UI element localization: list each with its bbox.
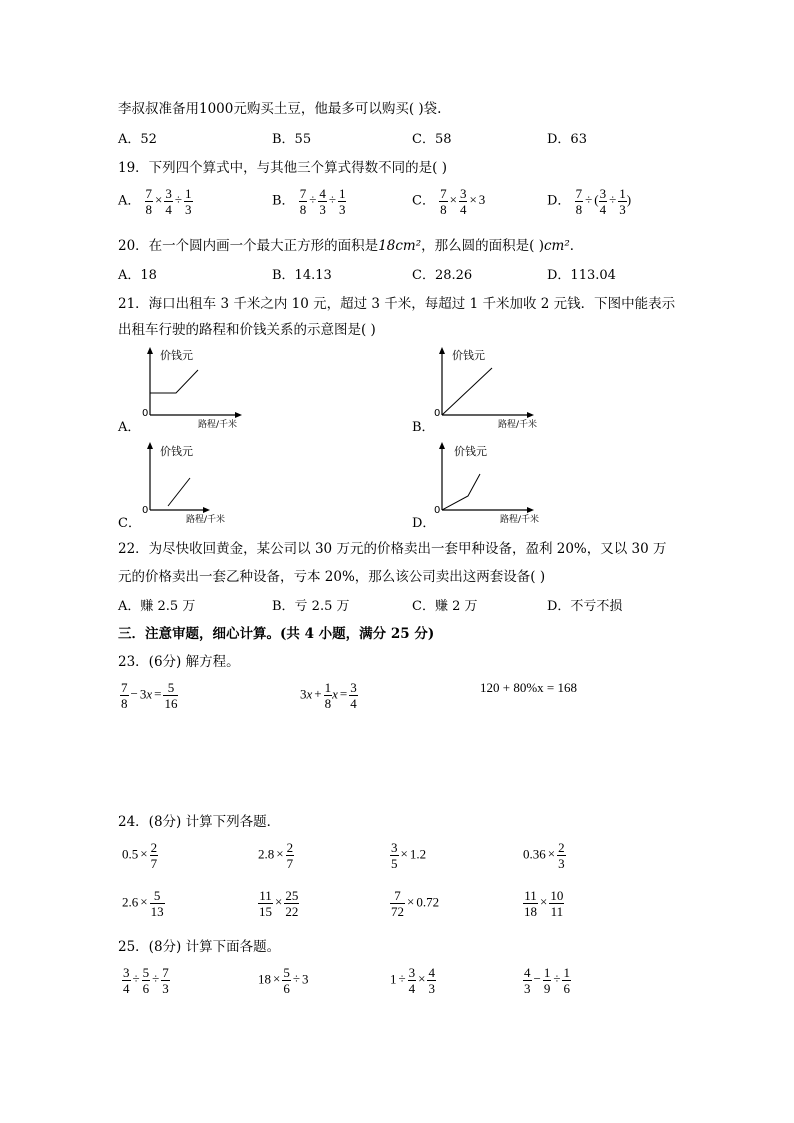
question-20-stem: [118, 234, 583, 254]
q20-option-b: B．14.13: [272, 268, 332, 283]
q18-option-a: A．52: [118, 132, 157, 147]
q21-a-x-label: 路程/千米: [198, 420, 238, 430]
q23-equation-2: 3x + $\frac{1}{8}$ x = $\frac{3}{4}$: [300, 680, 357, 711]
q21-c-y-label: 价钱元: [160, 445, 193, 458]
q21-c-x-label: 路程/千米: [186, 515, 226, 525]
q19-label-d: D．: [547, 193, 571, 209]
q24-expr-1: 0.5 × $\frac{2}{7}$: [122, 840, 158, 871]
q21-graph-a: [138, 345, 258, 430]
q25-expr-4: $\frac{4}{3}$ − $\frac{1}{9}$ ÷ $\frac{1}{6}$: [524, 965, 570, 996]
q19-label-c: C．: [412, 193, 435, 209]
question-25-stem: 25．(8分) 计算下面各题。: [118, 939, 281, 955]
q21-b-zero: 0: [434, 408, 441, 419]
q20-stem-c: ，那么圆的面积是( ): [421, 238, 544, 254]
section-3-heading: 三．注意审题，细心计算。(共 4 小题，满分 25 分): [118, 626, 435, 642]
q21-label-a: A．: [118, 420, 141, 435]
q21-b-x-label: 路程/千米: [498, 420, 538, 430]
question-21-stem-line2: 出租车行驶的路程和价钱关系的示意图是( ): [118, 322, 376, 338]
q21-a-y-label: 价钱元: [160, 349, 193, 362]
q18-option-c: C．58: [412, 132, 452, 147]
q19-option-d: [547, 186, 631, 217]
q21-label-c: C．: [118, 516, 141, 531]
q24-expr-8: $\frac{11}{18}$ × $\frac{10}{11}$: [524, 888, 564, 919]
q24-expr-3: $\frac{3}{5}$ × 1.2: [391, 840, 427, 871]
q21-graph-d: [430, 440, 555, 525]
q22-option-a: A．赚 2.5 万: [118, 599, 196, 614]
question-23-stem: 23．(6分) 解方程。: [118, 654, 240, 670]
q19-expr-d: $\frac{7}{8}$ ÷ ( $\frac{3}{4}$ ÷ $\frac{1}{3}$ ): [575, 186, 632, 217]
q24-expr-2: 2.8 × $\frac{2}{7}$: [258, 840, 294, 871]
question-22-stem-line1: 22．为尽快收回黄金，某公司以 30 万元的价格卖出一套甲种设备，盈利 20%，又以 30 万: [118, 541, 667, 557]
q24-expr-7: $\frac{7}{72}$ × 0.72: [391, 888, 440, 919]
q20-unit: cm²: [543, 238, 570, 254]
question-21-stem-line1: 21．海口出租车 3 千米之内 10 元，超过 3 千米，每超过 1 千米加收 2 元钱．下图中能表示: [118, 296, 676, 312]
q21-label-d: D．: [412, 516, 436, 531]
q21-label-b: B．: [412, 420, 435, 435]
q19-expr-b: $\frac{7}{8}$ ÷ $\frac{4}{3}$ ÷ $\frac{1}{3}$: [299, 186, 346, 217]
q24-expr-6: $\frac{11}{15}$ × $\frac{25}{22}$: [259, 888, 299, 919]
q20-area-value: 18cm²: [378, 238, 422, 254]
q21-a-zero: 0: [142, 408, 149, 419]
q19-expr-a: $\frac{7}{8}$ × $\frac{3}{4}$ ÷ $\frac{1}{3}$: [145, 186, 192, 217]
q24-expr-4: 0.36 × $\frac{2}{3}$: [523, 840, 565, 871]
q20-option-d: D．113.04: [547, 268, 616, 283]
q19-label-b: B．: [272, 193, 295, 209]
q21-d-x-label: 路程/千米: [500, 515, 540, 525]
q21-d-zero: 0: [434, 505, 441, 516]
q23-equation-1: $\frac{7}{8}$ − 3x = $\frac{5}{16}$: [121, 680, 178, 711]
q20-option-c: C．28.26: [412, 268, 473, 283]
q25-expr-3: 1 ÷ $\frac{3}{4}$ × $\frac{4}{3}$: [390, 965, 435, 996]
q18-option-d: D．63: [547, 132, 587, 147]
q19-option-c: [412, 186, 485, 217]
q23-equation-3: 120 + 80%x = 168: [480, 680, 577, 695]
question-18-stem: 李叔叔准备用1000元购买土豆，他最多可以购买( )袋.: [118, 101, 442, 117]
q19-label-a: A．: [118, 193, 141, 209]
q19-option-a: [118, 186, 193, 217]
q21-b-y-label: 价钱元: [452, 349, 485, 362]
q22-option-d: D．不亏不损: [547, 599, 623, 614]
q24-expr-5: 2.6 × $\frac{5}{13}$: [122, 888, 164, 919]
q20-stem-e: ．: [569, 238, 584, 254]
question-24-stem: 24．(8分) 计算下列各题．: [118, 814, 281, 830]
q25-expr-1: $\frac{3}{4}$ ÷ $\frac{5}{6}$ ÷ $\frac{7}{3}$: [123, 965, 169, 996]
q20-option-a: A．18: [118, 268, 157, 283]
q19-option-b: [272, 186, 346, 217]
q21-d-y-label: 价钱元: [454, 445, 487, 458]
question-22-stem-line2: 元的价格卖出一套乙种设备，亏本 20%，那么该公司卖出这两套设备( ): [118, 569, 546, 585]
q25-expr-2: 18 × $\frac{5}{6}$ ÷ 3: [258, 965, 309, 996]
q19-expr-c: $\frac{7}{8}$ × $\frac{3}{4}$ × 3: [440, 186, 486, 217]
q22-option-b: B．亏 2.5 万: [272, 599, 350, 614]
q21-graph-b: [430, 345, 550, 430]
question-19-stem: 19．下列四个算式中，与其他三个算式得数不同的是( ): [118, 160, 448, 176]
q18-option-b: B．55: [272, 132, 312, 147]
q21-graph-c: [138, 440, 258, 525]
q22-option-c: C．赚 2 万: [412, 599, 478, 614]
q20-stem-a: 20．在一个圆内画一个最大正方形的面积是: [118, 238, 379, 254]
q21-c-zero: 0: [142, 505, 149, 516]
